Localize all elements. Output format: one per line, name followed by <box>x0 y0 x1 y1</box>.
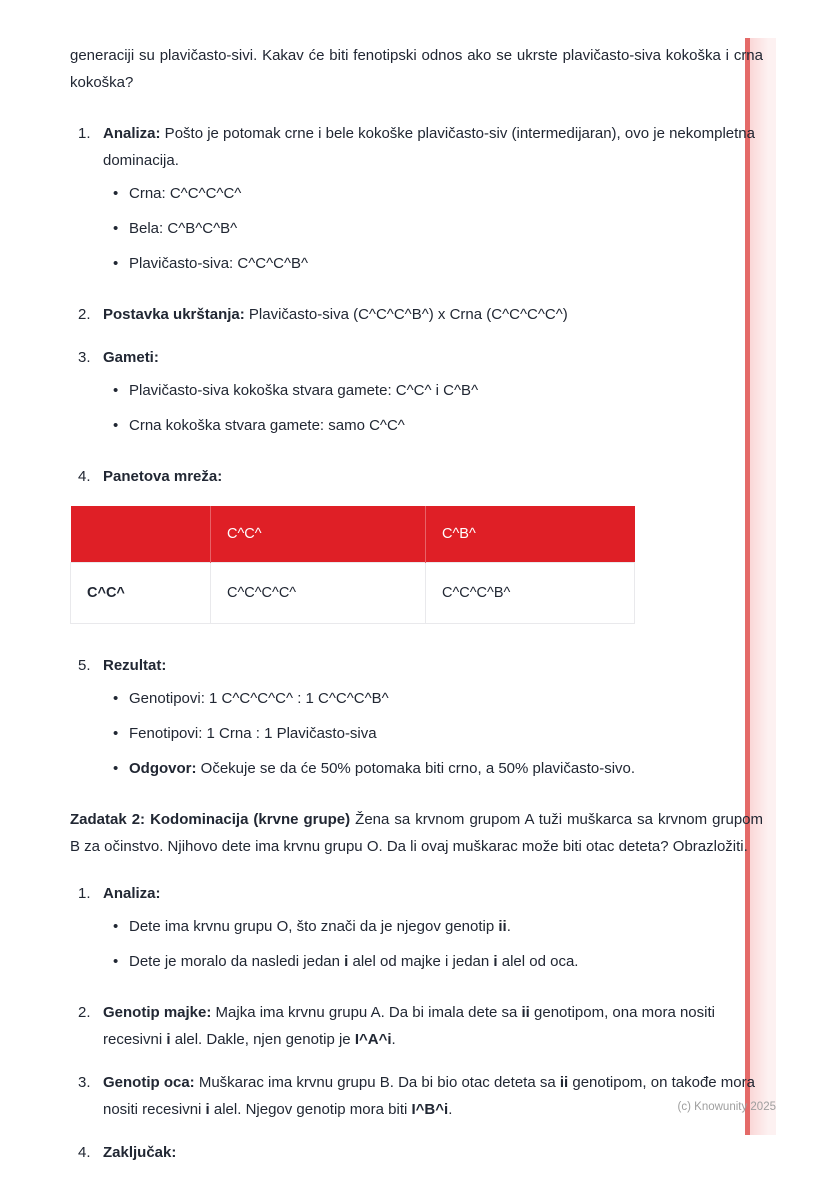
document-content <box>70 42 763 1182</box>
step-label: Rezultat: <box>103 657 167 675</box>
step-body <box>103 463 763 490</box>
step-genotip-majke <box>78 999 763 1053</box>
punnett-header-row <box>71 506 635 563</box>
bullet-item <box>129 948 763 975</box>
step-body <box>103 999 763 1053</box>
step-label: Postavka ukrštanja: <box>103 306 245 323</box>
step-text <box>103 1139 763 1166</box>
step-label: Genotip oca: <box>103 1074 195 1092</box>
step-body <box>103 1069 763 1123</box>
result-list <box>103 685 763 782</box>
task2-steps <box>70 880 763 1166</box>
intro-paragraph: generaciji su plavičasto-sivi. Kakav će biti fenotipski odnos ako se ukrste plavičasto-siva kokoška i crna kokoška? <box>70 47 763 91</box>
step-body <box>103 344 763 447</box>
step-label: Analiza: <box>103 125 161 142</box>
allele-emphasis: i <box>166 1031 171 1049</box>
step-text <box>103 344 763 371</box>
bullet-item <box>129 412 763 439</box>
genotype-list <box>103 180 763 277</box>
bullet-item <box>129 215 763 242</box>
step-analiza <box>78 120 763 285</box>
step-description: . <box>391 1031 396 1049</box>
step-body <box>103 1139 763 1166</box>
step-number: 5. <box>78 657 91 675</box>
bullet-item <box>129 377 763 404</box>
step-label: Genotip majke: <box>103 1004 212 1022</box>
step-label: Zaključak: <box>103 1144 177 1162</box>
step-analiza-2 <box>78 880 763 983</box>
bullet-item <box>129 685 763 712</box>
step-text <box>103 301 763 328</box>
allele-emphasis: i <box>205 1101 210 1119</box>
step-label: Panetova mreža: <box>103 468 223 485</box>
step-number: 1. <box>78 125 91 142</box>
step-description: Plavičasto-siva (C^C^C^B^) x Crna (C^C^C^C^) <box>244 306 568 323</box>
step-text <box>103 880 763 907</box>
step-number: 1. <box>78 885 91 903</box>
genotype-emphasis: ii <box>559 1074 569 1092</box>
step-rezultat <box>78 652 763 790</box>
bullet-text: Fenotipovi: 1 Crna : 1 Plavičasto-siva <box>129 725 377 743</box>
punnett-row-label: C^C^ <box>71 563 211 624</box>
step-number: 3. <box>78 1074 91 1092</box>
step-text <box>103 652 763 679</box>
punnett-header-cell: C^B^ <box>426 506 635 563</box>
bullet-item <box>129 720 763 747</box>
punnett-square-table <box>70 506 635 624</box>
step-description: Pošto je potomak crne i bele kokoške plavičasto-siv (intermedijaran), ovo je nekompletna dominacija. <box>103 125 755 169</box>
bullet-text: Genotipovi: 1 C^C^C^C^ : 1 C^C^C^B^ <box>129 690 389 708</box>
genotype-emphasis: ii <box>521 1004 530 1022</box>
step-description: Muškarac ima krvnu grupu B. Da bi bio otac deteta sa <box>194 1074 560 1092</box>
step-text <box>103 999 763 1053</box>
step-description: alel. Dakle, njen genotip je <box>170 1031 355 1049</box>
genotype-emphasis: ii <box>498 918 507 936</box>
step-body <box>103 880 763 983</box>
bullet-text: Plavičasto-siva kokoška stvara gamete: C^C^ i C^B^ <box>129 382 479 399</box>
step-zakljucak <box>78 1139 763 1166</box>
step-number: 2. <box>78 306 91 323</box>
step-text <box>103 120 763 174</box>
task2-intro-text: Žena sa krvnom grupom A tuži muškarca sa krvnom grupom B za očinstvo. Njihovo dete ima krvnu grupu O. Da li ovaj muškarac može biti otac deteta? Obrazložiti. <box>70 811 764 856</box>
step-body <box>103 652 763 790</box>
bullet-text: Dete je moralo da nasledi jedan <box>129 953 345 971</box>
task1-result-step <box>70 652 763 790</box>
copyright-watermark: (c) Knowunity 2025 <box>677 1101 776 1113</box>
step-gameti <box>78 344 763 447</box>
bullet-item <box>129 913 763 940</box>
punnett-header-cell: C^C^ <box>211 506 426 563</box>
genotype-emphasis: I^A^i <box>354 1031 392 1049</box>
step-postavka-ukrstanja <box>78 301 763 328</box>
allele-emphasis: i <box>493 953 498 971</box>
step-description: alel. Njegov genotip mora biti <box>209 1101 412 1119</box>
step-label: Gameti: <box>103 349 159 366</box>
analysis-list <box>103 913 763 975</box>
bullet-text: . <box>506 918 511 936</box>
punnett-header-empty-cell <box>71 506 211 563</box>
bullet-text: Dete ima krvnu grupu O, što znači da je njegov genotip <box>129 918 499 936</box>
step-number: 4. <box>78 468 91 485</box>
step-genotip-oca <box>78 1069 763 1123</box>
step-text <box>103 1069 763 1123</box>
bullet-text: alel od oca. <box>497 953 579 971</box>
genotype-emphasis: I^B^i <box>411 1101 449 1119</box>
step-body <box>103 301 763 328</box>
bullet-item-answer <box>129 755 763 782</box>
step-description: genotipom, on takođe mora nositi recesivni <box>103 1074 755 1119</box>
task2-paragraph <box>70 806 763 860</box>
step-label: Analiza: <box>103 885 161 903</box>
task2-heading: Zadatak 2: Kodominacija (krvne grupe) <box>70 811 351 829</box>
bullet-item <box>129 180 763 207</box>
bullet-text: alel od majke i jedan <box>348 953 494 971</box>
step-number: 2. <box>78 1004 91 1022</box>
step-number: 3. <box>78 349 91 366</box>
task1-steps <box>70 120 763 490</box>
step-text <box>103 463 763 490</box>
allele-emphasis: i <box>344 953 349 971</box>
step-number: 4. <box>78 1144 91 1162</box>
step-description: . <box>448 1101 453 1119</box>
answer-label: Odgovor: <box>129 760 197 778</box>
gamete-list <box>103 377 763 439</box>
answer-text: Očekuje se da će 50% potomaka biti crno, a 50% plavičasto-sivo. <box>196 760 636 778</box>
step-description: Majka ima krvnu grupu A. Da bi imala dete sa <box>211 1004 522 1022</box>
bullet-text: Plavičasto-siva: C^C^C^B^ <box>129 255 309 272</box>
bullet-text: Crna: C^C^C^C^ <box>129 185 242 202</box>
step-description: genotipom, ona mora nositi recesivni <box>103 1004 715 1049</box>
bullet-text: Bela: C^B^C^B^ <box>129 220 238 237</box>
step-panetova-mreza <box>78 463 763 490</box>
punnett-body-row <box>71 563 635 624</box>
punnett-cell: C^C^C^C^ <box>211 563 426 624</box>
step-body <box>103 120 763 285</box>
bullet-text: Crna kokoška stvara gamete: samo C^C^ <box>129 417 405 434</box>
punnett-cell: C^C^C^B^ <box>426 563 635 624</box>
bullet-item <box>129 250 763 277</box>
